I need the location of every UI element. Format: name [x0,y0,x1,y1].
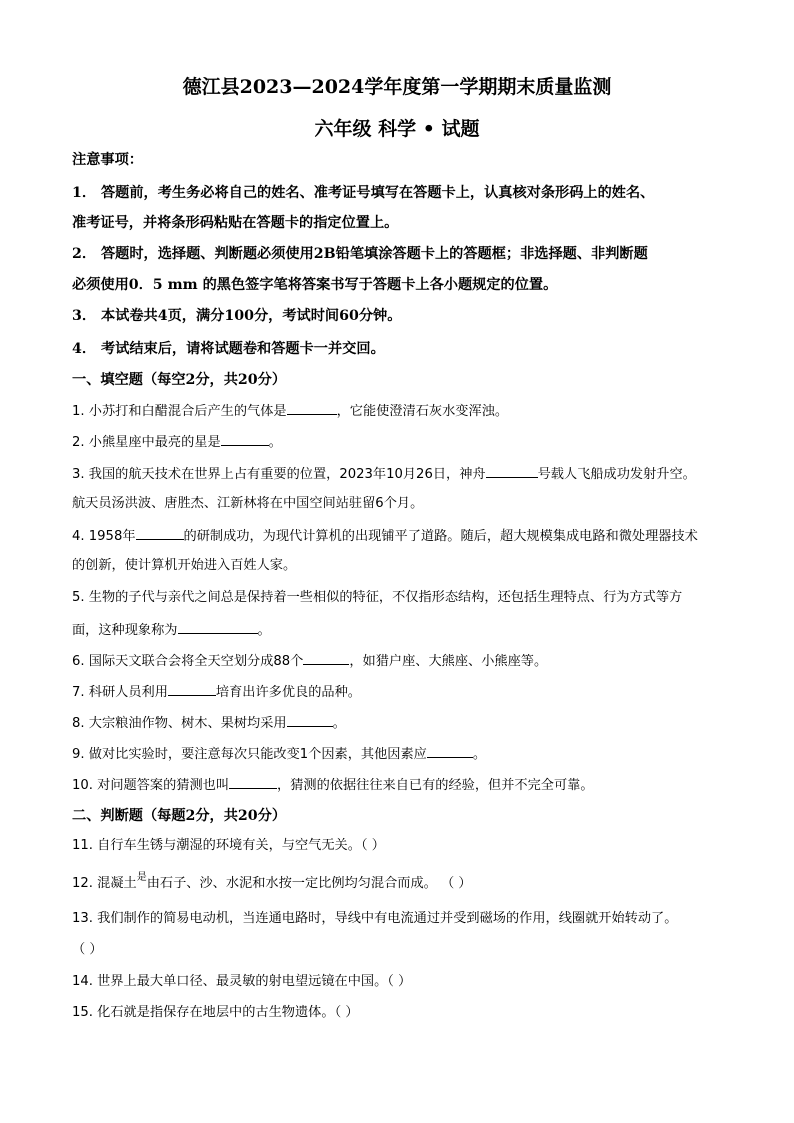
notice-line-6: 4． 考试结束后，请将试题卷和答题卡一并交回。 [72,341,385,357]
answer-blank[interactable] [168,681,216,696]
question-3-line-2: 航天员汤洪波、唐胜杰、江新林将在中国空间站驻留6个月。 [72,496,424,511]
question-5: 5. 生物的子代与亲代之间总是保持着一些相似的特征，不仅指形态结构，还包括生理特点、行为方式等方 [72,590,683,605]
section1-heading: 一、填空题（每空2分，共20分） [72,372,287,388]
question-5-line-2: 面，这种现象称为 。 [72,619,271,641]
question-13-paren: （ ） [72,942,103,957]
section2-heading: 二、判断题（每题2分，共20分） [72,808,287,824]
question-15: 15. 化石就是指保存在地层中的古生物遗体。（ ） [72,1005,359,1020]
question-11: 11. 自行车生锈与潮湿的环境有关，与空气无关。（ ） [72,838,385,853]
notice-line-1: 1． 答题前，考生务必将自己的姓名、准考证号填写在答题卡上，认真核对条形码上的姓名、 [72,185,655,201]
answer-blank[interactable] [427,743,473,758]
answer-blank[interactable] [287,712,333,727]
notice-line-2: 准考证号，并将条形码粘贴在答题卡的指定位置上。 [72,215,399,231]
page-title: 德江县2023—2024学年度第一学期期末质量监测 [182,76,612,98]
answer-blank[interactable] [303,650,349,665]
answer-blank[interactable] [178,619,258,634]
question-4: 4. 1958年 的研制成功，为现代计算机的出现铺平了道路。随后，超大规模集成电路和微处理器技术 [72,525,698,547]
notice-line-3: 2． 答题时，选择题、判断题必须使用2B铅笔填涂答题卡上的答题框；非选择题、非判断题 [72,246,648,262]
notice-line-4: 必须使用0．5 mm 的黑色签字笔将答案书写于答题卡上各小题规定的位置。 [72,277,558,293]
stray-mark: 是 [136,872,147,883]
question-8: 8. 大宗粮油作物、树木、果树均采用 。 [72,712,346,734]
question-9: 9. 做对比实验时，要注意每次只能改变1个因素，其他因素应 。 [72,743,486,765]
notice-heading: 注意事项： [72,152,143,168]
question-1: 1. 小苏打和白醋混合后产生的气体是 ，它能使澄清石灰水变浑浊。 [72,400,508,422]
answer-blank[interactable] [229,774,277,789]
question-7: 7. 科研人员利用 培育出许多优良的品种。 [72,681,361,703]
answer-blank[interactable] [136,525,184,540]
answer-blank[interactable] [287,400,337,415]
question-2: 2. 小熊星座中最亮的星是 。 [72,431,282,453]
question-12: 12. 混凝土$^是$由石子、沙、水泥和水按一定比例均匀混合而成。 （ ） [72,872,472,891]
question-14: 14. 世界上最大单口径、最灵敏的射电望远镜在中国。（ ） [72,974,412,989]
question-4-line-2: 的创新，使计算机开始进入百姓人家。 [72,558,297,573]
question-6: 6. 国际天文联合会将全天空划分成88个 ，如猎户座、大熊座、小熊座等。 [72,650,547,672]
question-10: 10. 对问题答案的猜测也叫 ，猜测的依据往往来自已有的经验，但并不完全可靠。 [72,774,594,796]
question-3: 3. 我国的航天技术在世界上占有重要的位置，2023年10月26日，神舟 号载人飞船成功发射升空。 [72,463,696,485]
question-13: 13. 我们制作的简易电动机，当连通电路时，导线中有电流通过并受到磁场的作用，线圈就开始转动了。 [72,911,678,926]
notice-line-5: 3． 本试卷共4页，满分100分，考试时间60分钟。 [72,308,402,324]
page-subtitle: 六年级 科学 • 试题 [314,118,480,140]
answer-blank[interactable] [221,431,269,446]
answer-blank[interactable] [486,463,538,478]
